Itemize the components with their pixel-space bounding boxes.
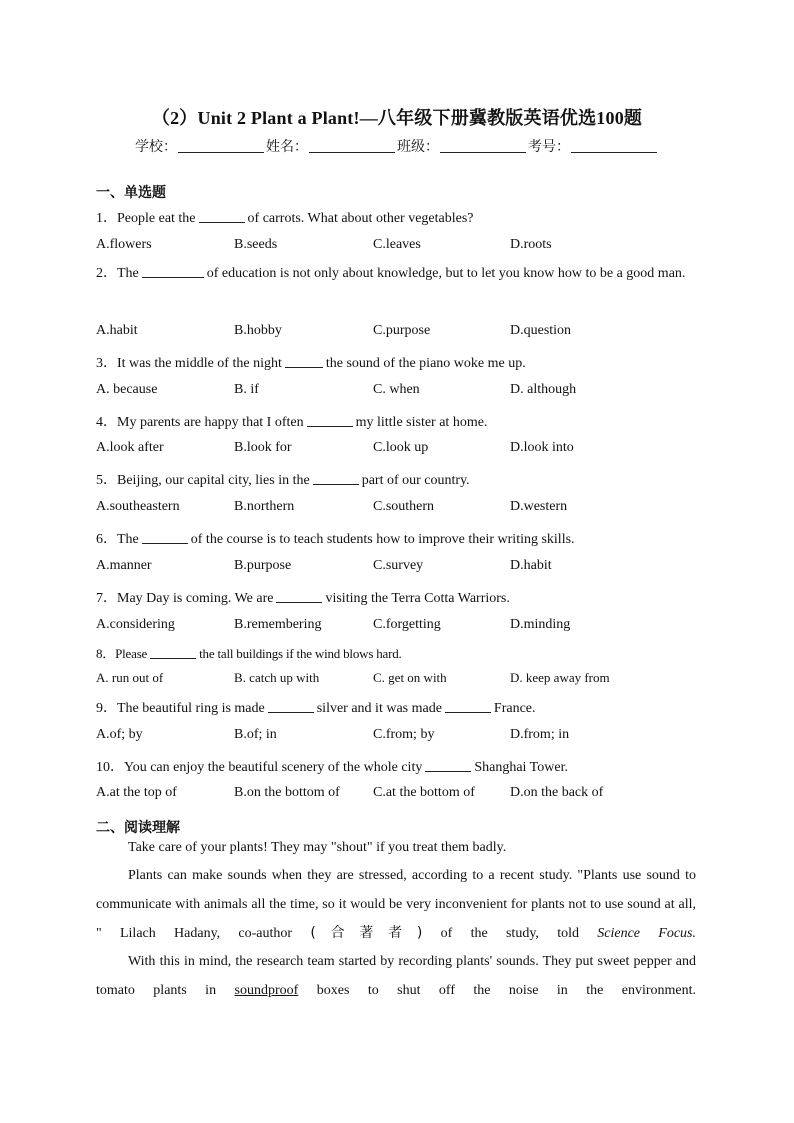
option-d[interactable]: D.western — [510, 499, 568, 514]
question-9 — [96, 697, 536, 717]
name-label: 姓名： — [266, 139, 308, 155]
option-b[interactable]: B.on the bottom of — [234, 785, 340, 800]
option-a[interactable]: A.southeastern — [96, 499, 180, 514]
number-label: 考号： — [528, 139, 570, 155]
number-blank[interactable] — [571, 140, 657, 153]
question-number: 5． — [96, 473, 117, 488]
question-text: visiting the Terra Cotta Warriors. — [325, 591, 510, 606]
option-d[interactable]: D.from; in — [510, 727, 570, 742]
option-c[interactable]: C.from; by — [373, 727, 435, 742]
answer-blank[interactable] — [285, 355, 323, 368]
question-3 — [96, 352, 526, 372]
school-blank[interactable] — [178, 140, 264, 153]
question-number: 2． — [96, 266, 117, 281]
option-c[interactable]: C.look up — [373, 440, 429, 455]
question-4 — [96, 411, 487, 431]
option-a[interactable]: A. run out of — [96, 670, 164, 685]
answer-blank[interactable] — [268, 700, 314, 713]
option-a[interactable]: A.flowers — [96, 237, 152, 252]
answer-blank[interactable] — [199, 210, 245, 223]
question-7 — [96, 587, 510, 607]
option-b[interactable]: B.of; in — [234, 727, 277, 742]
question-text: France. — [493, 701, 536, 716]
option-b[interactable]: B.northern — [234, 499, 295, 514]
question-text: My parents are happy that I often — [117, 415, 304, 430]
options-9 — [96, 727, 716, 747]
question-text: Please — [115, 646, 148, 661]
options-7 — [96, 617, 716, 637]
question-number: 8． — [96, 646, 116, 661]
answer-blank[interactable] — [425, 759, 471, 772]
question-number: 10． — [96, 760, 124, 775]
question-text: May Day is coming. We are — [117, 591, 274, 606]
document-title: （2）Unit 2 Plant a Plant!—八年级下册冀教版英语优选100题 — [151, 108, 643, 128]
question-text: the tall buildings if the wind blows hard. — [199, 646, 402, 661]
passage-paragraph-3: With this in mind, the research team started by recording plants' sounds. They put sweet pepper and tomato plants in soundproof boxes to shut off the noise in the environment. — [96, 954, 697, 998]
option-b[interactable]: B.remembering — [234, 617, 322, 632]
option-d[interactable]: D. although — [510, 382, 577, 397]
question-text: my little sister at home. — [355, 415, 488, 430]
option-a[interactable]: A.considering — [96, 617, 175, 632]
option-c[interactable]: C.at the bottom of — [373, 785, 475, 800]
question-text: the sound of the piano woke me up. — [325, 356, 526, 371]
question-number: 4． — [96, 415, 117, 430]
option-b[interactable]: B.hobby — [234, 323, 282, 338]
question-number: 7． — [96, 591, 117, 606]
option-d[interactable]: D.on the back of — [510, 785, 604, 800]
question-2 — [96, 259, 700, 288]
question-text: It was the middle of the night — [117, 356, 282, 371]
option-d[interactable]: D. keep away from — [510, 670, 610, 685]
class-label: 班级： — [397, 139, 439, 155]
options-3 — [96, 382, 716, 402]
option-b[interactable]: B. if — [234, 382, 259, 397]
name-blank[interactable] — [309, 140, 395, 153]
option-c[interactable]: C. when — [373, 382, 420, 397]
student-info-line — [0, 136, 794, 156]
option-d[interactable]: D.question — [510, 323, 572, 338]
school-label: 学校： — [135, 139, 177, 155]
option-c[interactable]: C. get on with — [373, 670, 447, 685]
answer-blank[interactable] — [142, 265, 204, 278]
options-5 — [96, 499, 716, 519]
underlined-word: soundproof — [234, 982, 299, 998]
answer-blank[interactable] — [313, 472, 359, 485]
option-d[interactable]: D.roots — [510, 237, 552, 252]
answer-blank[interactable] — [276, 590, 322, 603]
option-d[interactable]: D.look into — [510, 440, 574, 455]
section-heading-reading: 二、阅读理解 — [96, 820, 180, 836]
option-b[interactable]: B.purpose — [234, 558, 292, 573]
option-c[interactable]: C.survey — [373, 558, 424, 573]
question-text: Shanghai Tower. — [474, 760, 568, 775]
option-b[interactable]: B.look for — [234, 440, 292, 455]
options-6 — [96, 558, 716, 578]
question-text: silver and it was made — [316, 701, 442, 716]
option-a[interactable]: A.manner — [96, 558, 152, 573]
question-text: of the course is to teach students how to improve their writing skills. — [190, 532, 575, 547]
option-b[interactable]: B.seeds — [234, 237, 278, 252]
options-1 — [96, 237, 716, 257]
question-text: of education is not only about knowledge, but to let you know how to be a good man. — [206, 266, 686, 281]
question-8 — [96, 643, 402, 662]
question-text: You can enjoy the beautiful scenery of the whole city — [124, 760, 423, 775]
answer-blank[interactable] — [445, 700, 491, 713]
question-text: of carrots. What about other vegetables? — [247, 211, 474, 226]
question-text: part of our country. — [361, 473, 470, 488]
class-blank[interactable] — [440, 140, 526, 153]
question-text: The — [117, 532, 139, 547]
question-10 — [96, 756, 568, 776]
options-8 — [96, 670, 716, 690]
options-4 — [96, 440, 716, 460]
option-a[interactable]: A.look after — [96, 440, 164, 455]
option-a[interactable]: A.of; by — [96, 727, 143, 742]
answer-blank[interactable] — [142, 531, 188, 544]
option-a[interactable]: A. because — [96, 382, 158, 397]
option-c[interactable]: C.southern — [373, 499, 435, 514]
question-text: Beijing, our capital city, lies in the — [117, 473, 310, 488]
question-6 — [96, 528, 575, 548]
question-number: 6． — [96, 532, 117, 547]
option-a[interactable]: A.habit — [96, 323, 138, 338]
option-b[interactable]: B. catch up with — [234, 670, 320, 685]
question-5 — [96, 469, 470, 489]
question-text: The beautiful ring is made — [117, 701, 265, 716]
chinese-annotation: (合著者) — [310, 925, 423, 941]
question-number: 9． — [96, 701, 117, 716]
options-10 — [96, 785, 716, 805]
option-a[interactable]: A.at the top of — [96, 785, 177, 800]
option-d[interactable]: D.minding — [510, 617, 571, 632]
option-c[interactable]: C.leaves — [373, 237, 421, 252]
section-heading-single-choice: 一、单选题 — [96, 185, 166, 201]
question-text: People eat the — [117, 211, 196, 226]
answer-blank[interactable] — [307, 414, 353, 427]
option-c[interactable]: C.forgetting — [373, 617, 441, 632]
question-text: The — [117, 266, 139, 281]
option-d[interactable]: D.habit — [510, 558, 552, 573]
options-2 — [96, 323, 716, 343]
answer-blank[interactable] — [150, 646, 196, 659]
passage-paragraph-2: Plants can make sounds when they are stressed, according to a recent study. "Plants use sound to communicate with animals all the time, so it would be very inconvenient for plants not to use sound at all, " Lilach Hadany, co-author (合著者) of the study, told Science Focus. — [96, 868, 697, 941]
question-number: 3． — [96, 356, 117, 371]
magazine-title: Science Focus. — [597, 926, 697, 941]
option-c[interactable]: C.purpose — [373, 323, 431, 338]
passage-paragraph-1: Take care of your plants! They may "shout" if you treat them badly. — [128, 840, 507, 855]
question-number: 1． — [96, 211, 117, 226]
question-1 — [96, 207, 474, 227]
